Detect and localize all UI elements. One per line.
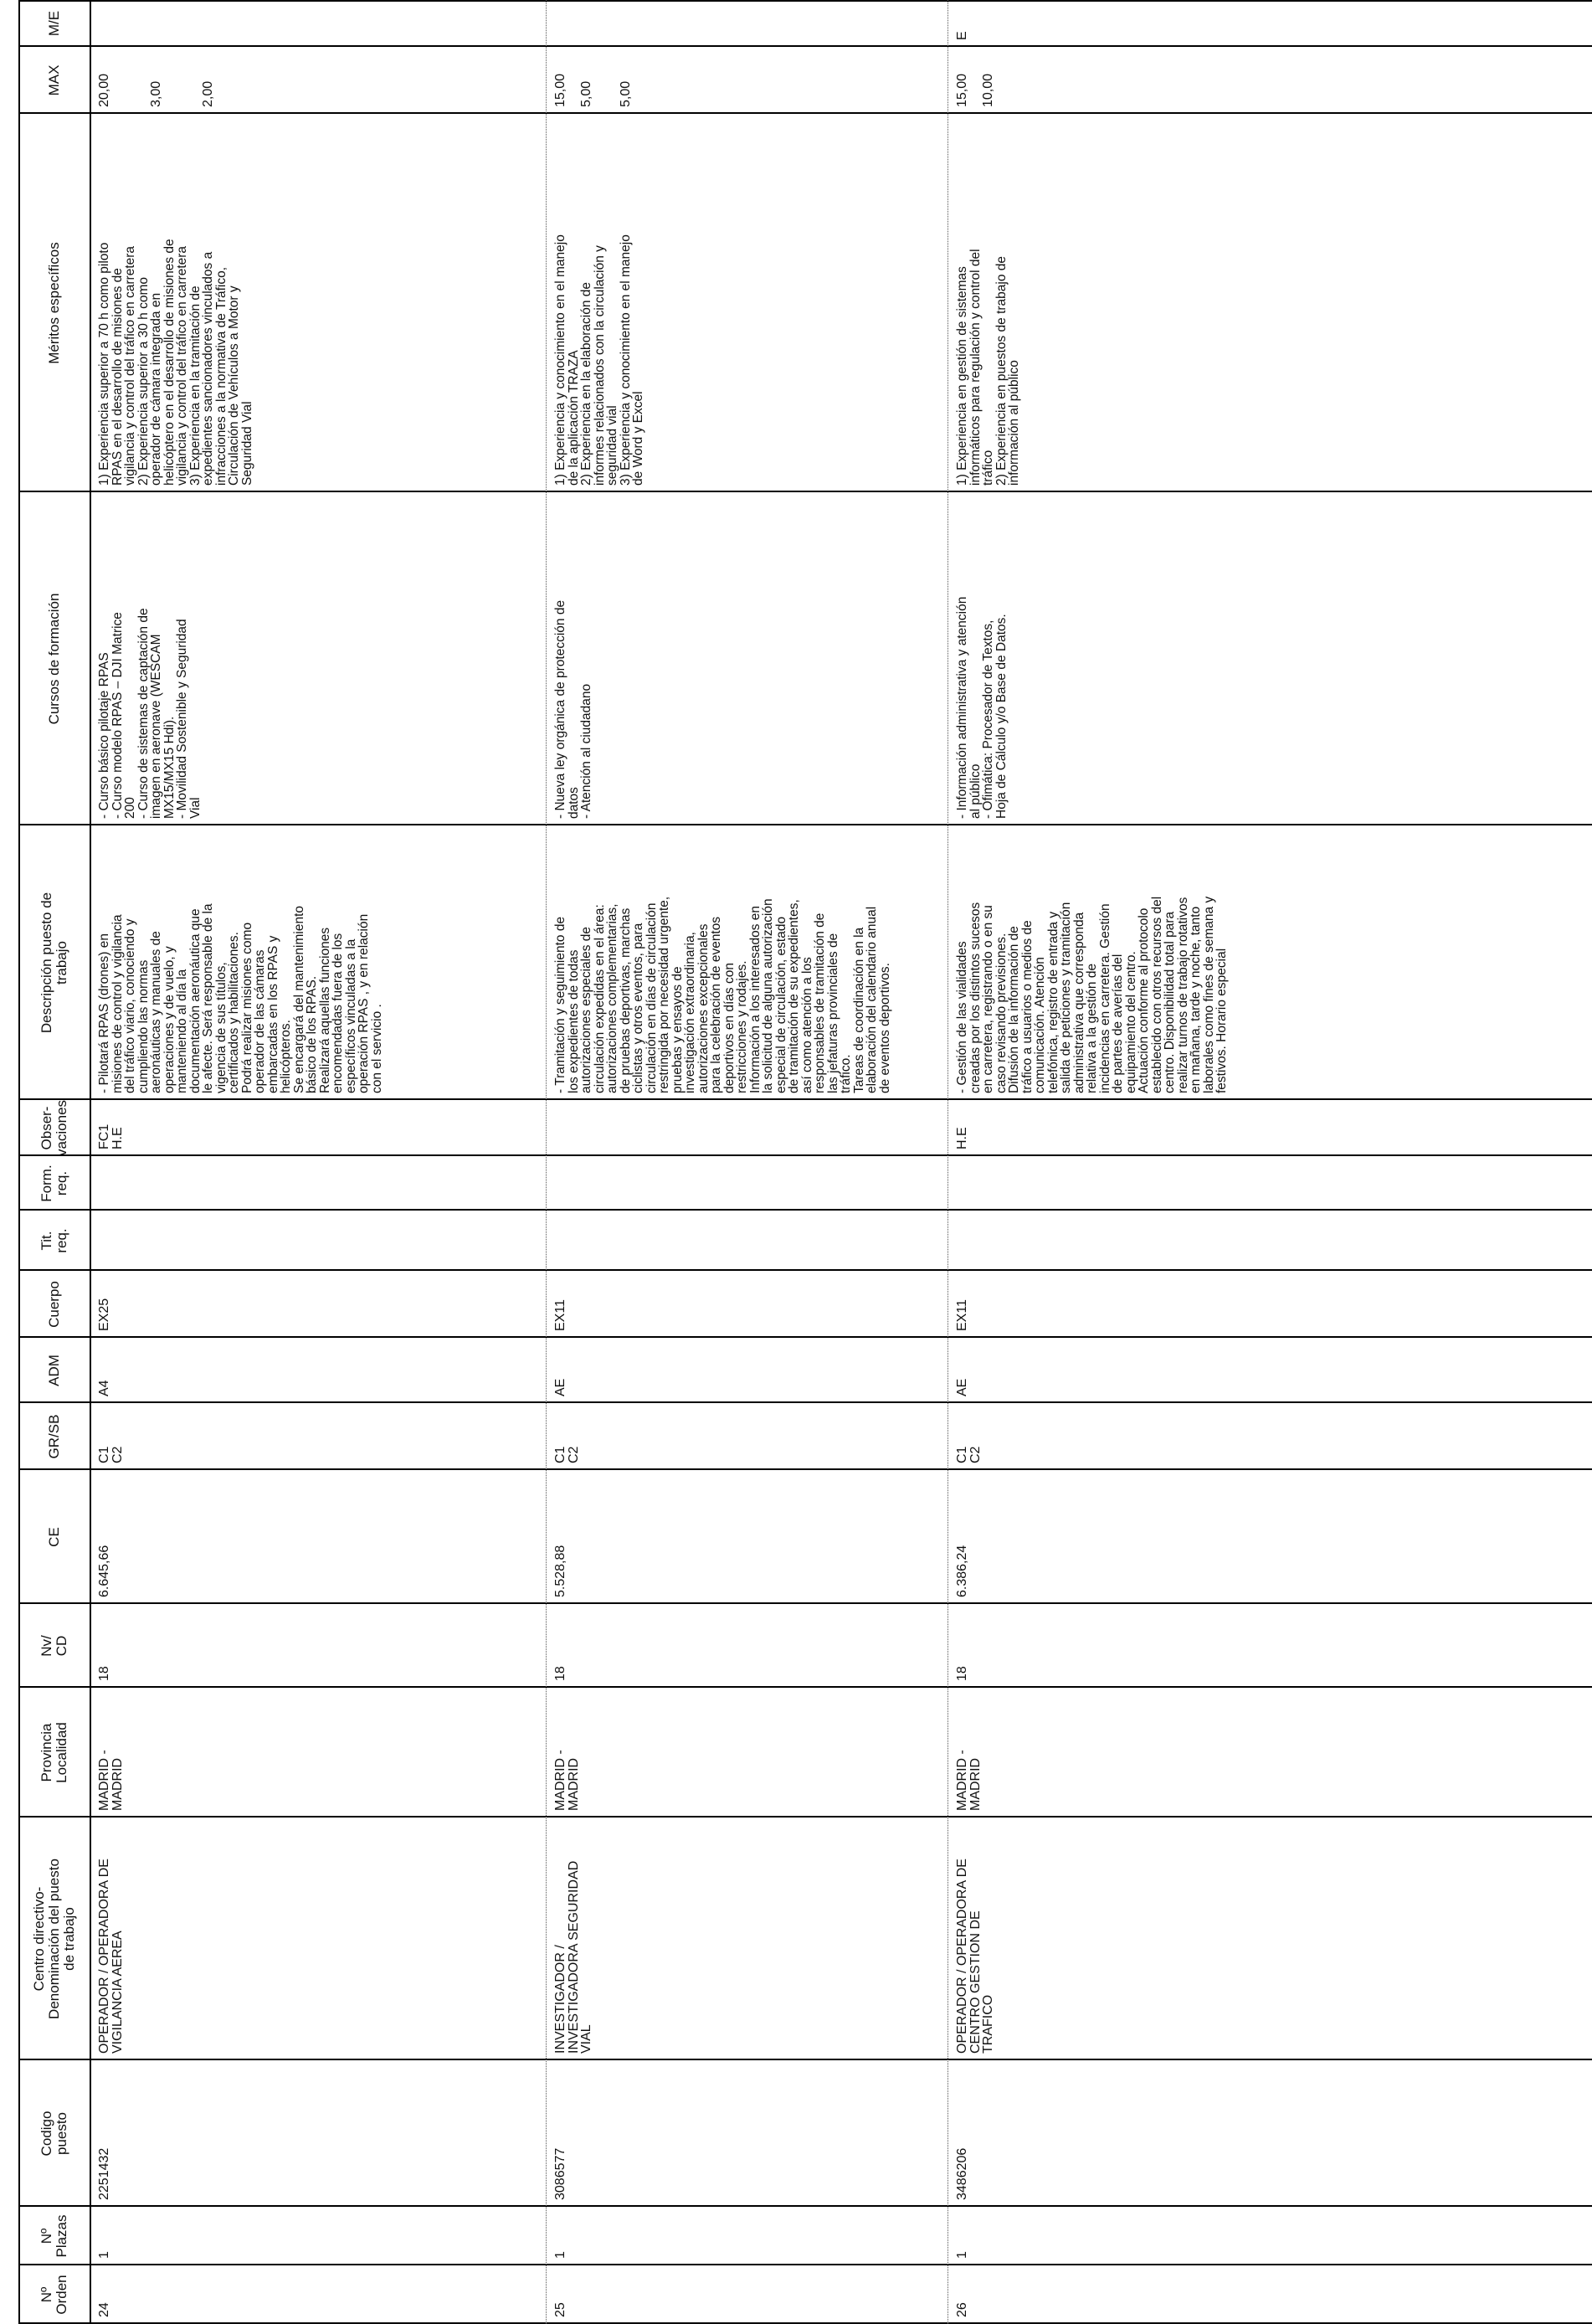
cell-plazas: 1 — [97, 2251, 111, 2259]
cell-grupo: C1 C2 — [97, 1446, 125, 1463]
header-cursos: Cursos de formación — [45, 593, 62, 725]
cell-cuerpo: EX25 — [97, 1298, 111, 1331]
cell-titulacion — [947, 1211, 1337, 1271]
grid-line — [18, 1269, 1592, 1271]
cell-observaciones: H.E — [955, 1127, 969, 1149]
cell-ce: 6.645,66 — [97, 1545, 111, 1597]
cell-codigo: 2251432 — [97, 2147, 111, 2200]
grid-line — [18, 1336, 1592, 1338]
header-observaciones: Obser- vaciones — [38, 1100, 69, 1156]
grid-line — [90, 0, 91, 2324]
header-orden: Nº Orden — [38, 2275, 69, 2315]
cell-adm: AE — [553, 1378, 567, 1396]
cell-plazas: 1 — [553, 2251, 567, 2259]
cell-provincia: MADRID - MADRID — [553, 1750, 581, 1811]
row-separator — [546, 0, 547, 2324]
header-centro: Centro directivo- Denominación del puesto de trabajo — [30, 1859, 77, 2019]
cell-grupo: C1 C2 — [955, 1446, 983, 1463]
grid-line — [18, 824, 1592, 825]
cell-nivel: 18 — [553, 1666, 567, 1681]
header-titulacion: Tit. req. — [38, 1228, 69, 1253]
cell-meritos: 1) Experiencia y conocimiento en el manejo de la aplicación TRAZA 2) Experiencia en la elaboración de informes relacionados con la circulación y seguridad vial 3) Experiencia y conocimiento en el manejo de Word y Excel — [553, 234, 645, 486]
cell-me: E — [955, 31, 969, 40]
grid-line — [18, 1816, 1592, 1818]
cell-adm: A4 — [97, 1380, 111, 1396]
grid-line — [18, 45, 1592, 47]
header-max: MAX — [45, 64, 62, 96]
cell-descripcion: - Tramitación y seguimiento de los expedientes de todas autorizaciones especiales de circulación expedidas en el área: autorizaciones complementarias, de pruebas deportivas, marchas ciclistas y otros eventos, para circulación en días de circulación restringida por necesidad urgente, pruebas y ensayos de investigación extraordinaria, autorizaciones excepcionales para la celebración de eventos deportivos en días con restricciones y rodajes. Información a los interesados en la solicitud de alguna autorización especial de circulación, estado de tramitación de su expedientes, así como atención a los responsables de tramitación de las jefaturas provinciales de tráfico. Tareas de coordinación en la elaboración del calendario anual de eventos deportivos. — [553, 896, 892, 1093]
grid-line — [18, 1098, 1592, 1100]
cell-grupo: C1 C2 — [553, 1446, 581, 1463]
cell-nivel: 18 — [97, 1666, 111, 1681]
rotated-sheet — [18, 0, 1592, 2324]
grid-line — [18, 1602, 1592, 1604]
cell-cuerpo: EX11 — [955, 1299, 969, 1331]
cell-cuerpo: EX11 — [553, 1299, 567, 1331]
grid-line — [18, 2059, 1592, 2060]
row-separator — [947, 0, 948, 2324]
vacancy-table — [18, 0, 1592, 2324]
cell-formacion — [90, 1156, 546, 1211]
cell-ce: 6.386,24 — [955, 1545, 969, 1597]
cell-provincia: MADRID - MADRID — [955, 1750, 983, 1811]
cell-max: 20,00 3,00 2,00 — [97, 73, 215, 107]
grid-line — [18, 1686, 1592, 1688]
cell-codigo: 3486206 — [955, 2147, 969, 2200]
header-meritos: Méritos específicos — [45, 242, 62, 364]
header-provincia: Provincia Localidad — [38, 1722, 69, 1783]
table-row — [90, 0, 546, 2324]
cell-centro: OPERADOR / OPERADORA DE VIGILANCIA AEREA — [97, 1859, 125, 2054]
header-cuerpo: Cuerpo — [45, 1281, 62, 1328]
cell-ce: 5.528,88 — [553, 1545, 567, 1597]
cell-descripcion: - Pilotará RPAS (drones) en misiones de control y vigilancia del tráfico viario, conociendo y cumpliendo las normas aeronáuticas y manuales de operaciones y de vuelo, y manteniendo al día la documentación aeronáutica que le afecte. Será responsable de la vigencia de sus títulos, certificados y habilitaciones. Podrá realizar misiones como operador de las cámaras embarcadas en los RPAS y helicópteros. Se encargará del mantenimiento básico de los RPAS. Realizará aquellas funciones encomendadas fuera de los específicos vinculadas a la operación RPAS , y en relación con el servicio . — [97, 903, 384, 1093]
cell-nivel: 18 — [955, 1666, 969, 1681]
cell-me — [90, 0, 546, 47]
cell-max: 15,00 10,00 — [955, 73, 995, 107]
grid-line — [18, 0, 1592, 2]
header-row — [18, 0, 90, 2324]
cell-observaciones: FC1 H.E — [97, 1123, 125, 1149]
cell-meritos: 1) Experiencia superior a 70 h como piloto RPAS en el desarrollo de misiones de vigilancia y control del tráfico en carretera 2) Experiencia superior a 30 h como operador de cámara integrada en helicóptero en el desarrollo de misiones de vigilancia y control del tráfico en carretera 3) Experiencia en la tramitación de expedientes sancionadores vinculados a infracciones a la normativa de Tráfico, Circulación de Vehículos a Motor y Seguridad Vial — [97, 239, 254, 486]
cell-titulacion — [90, 1211, 546, 1271]
grid-line — [18, 0, 20, 2324]
grid-line — [18, 491, 1592, 492]
grid-line — [18, 1468, 1592, 1470]
grid-line — [18, 1209, 1592, 1211]
cell-orden: 24 — [97, 2302, 111, 2317]
cell-centro: INVESTIGADOR / INVESTIGADORA SEGURIDAD VIAL — [553, 1860, 593, 2054]
header-me: M/E — [45, 10, 62, 37]
cell-max: 15,00 5,00 5,00 — [553, 73, 633, 107]
cell-cursos: - Curso básico pilotaje RPAS - Curso modelo RPAS – DJI Matrice 200 - Curso de sistemas de captación de imagen en aeronave (WESCAM MX15/MX15 Hdi). - Movilidad Sostenible y Seguridad Vial — [97, 608, 203, 819]
header-adm: ADM — [45, 1355, 62, 1386]
cell-adm: AE — [955, 1378, 969, 1396]
cell-meritos: 1) Experiencia en gestión de sistemas informáticos para regulación y control del tráfico 2) Experiencia en puestos de trabajo de información al público — [955, 249, 1021, 486]
grid-line — [18, 1401, 1592, 1403]
cell-centro: OPERADOR / OPERADORA DE CENTRO GESTION DE TRAFICO — [955, 1859, 995, 2054]
cell-provincia: MADRID - MADRID — [97, 1750, 125, 1811]
cell-codigo: 3086577 — [553, 2147, 567, 2200]
cell-orden: 26 — [955, 2302, 969, 2317]
cell-titulacion — [546, 1211, 947, 1271]
header-ce: CE — [45, 1527, 62, 1547]
header-grupo: GR/SB — [45, 1414, 62, 1459]
grid-line — [18, 2264, 1592, 2265]
grid-line — [18, 2205, 1592, 2207]
cell-formacion — [546, 1156, 947, 1211]
cell-orden: 25 — [553, 2302, 567, 2317]
cell-cursos: - Información administrativa y atención al público - Ofimática: Procesador de Textos, Hoja de Cálculo y/o Base de Datos. — [955, 596, 1009, 819]
header-codigo: Codigo puesto — [38, 2111, 69, 2157]
cell-me — [546, 0, 947, 47]
cell-formacion — [947, 1156, 1337, 1211]
cell-observaciones — [546, 1100, 947, 1156]
table-row — [947, 0, 1337, 2324]
header-nivel: Nv/ CD — [38, 1635, 69, 1657]
header-formacion: Form. req. — [38, 1165, 69, 1202]
cell-plazas: 1 — [955, 2251, 969, 2259]
table-row — [546, 0, 947, 2324]
grid-line — [18, 112, 1592, 114]
header-descripcion: Descripción puesto de trabajo — [38, 892, 69, 1034]
header-plazas: Nº Plazas — [38, 2214, 69, 2258]
cell-descripcion: - Gestión de las vialidades creadas por los distintos sucesos en carretera, registrando o en su caso revisando previsiones. Difusión de la información de tráfico a usuarios o medios de comunicación. Atención telefónica, registro de entrada y salida de peticiones y tramitación administrativa que corresponda relativa a la gestión de incidencias en carretera. Gestión de partes de averías del equipamiento del centro. Actuación conforme al protocolo establecido con otros recursos del centro. Disponibilidad total para realizar turnos de trabajo rotativos en mañana, tarde y noche, tanto laborales como fines de semana y festivos. Horario especial — [955, 896, 1229, 1093]
grid-line — [18, 1154, 1592, 1156]
cell-cursos: - Nueva ley orgánica de protección de datos - Atención al ciudadano — [553, 599, 593, 819]
